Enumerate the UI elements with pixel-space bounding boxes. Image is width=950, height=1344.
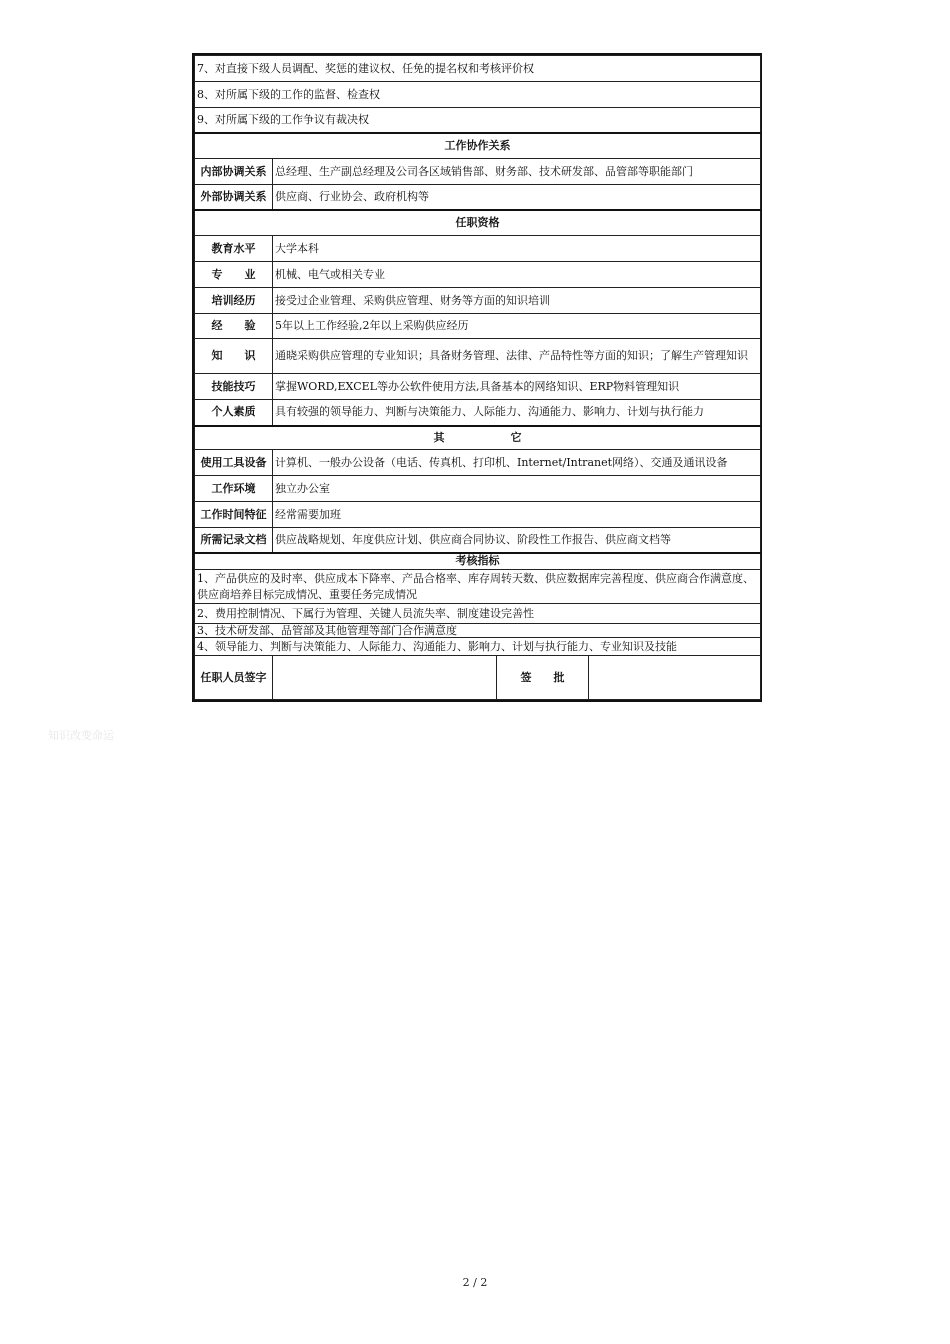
assessment-item: 4、领导能力、判断与决策能力、人际能力、沟通能力、影响力、计划与执行能力、专业知识及技能 [195, 638, 761, 656]
qualification-row [195, 236, 761, 262]
field-label: 技能技巧 [195, 374, 273, 400]
assessment-item: 3、技术研发部、品管部及其他管理等部门合作满意度 [195, 624, 761, 638]
field-value: 总经理、生产副总经理及公司各区域销售部、财务部、技术研发部、品管部等职能部门 [273, 159, 761, 185]
field-value: 具有较强的领导能力、判断与决策能力、人际能力、沟通能力、影响力、计划与执行能力 [273, 400, 761, 426]
field-label: 使用工具设备 [195, 450, 273, 476]
field-value: 大学本科 [273, 236, 761, 262]
field-label: 教育水平 [195, 236, 273, 262]
qualification-row [195, 374, 761, 400]
qualification-row [195, 288, 761, 314]
field-value: 供应战略规划、年度供应计划、供应商合同协议、阶段性工作报告、供应商文档等 [273, 528, 761, 553]
other-row [195, 476, 761, 502]
authority-row [195, 56, 761, 82]
field-label: 经 验 [195, 314, 273, 339]
signature-row [195, 656, 761, 700]
authority-row [195, 82, 761, 108]
field-value: 供应商、行业协会、政府机构等 [273, 185, 761, 210]
section-title-assessment: 考核指标 [195, 553, 761, 570]
employee-signature-field[interactable] [273, 656, 497, 700]
section-header-row [195, 553, 761, 570]
qualification-row [195, 400, 761, 426]
qualification-row [195, 314, 761, 339]
qualification-row [195, 262, 761, 288]
approval-label: 签 批 [497, 656, 589, 700]
section-title-qualifications: 任职资格 [195, 210, 761, 236]
assessment-item: 1、产品供应的及时率、供应成本下降率、产品合格率、库存周转天数、供应数据库完善程度、供应商合作满意度、供应商培养目标完成情况、重要任务完成情况 [195, 570, 761, 604]
watermark-text: 知识改变命运 [48, 729, 114, 742]
assessment-row [195, 570, 761, 604]
other-row [195, 502, 761, 528]
section-header-row [195, 133, 761, 159]
other-row [195, 450, 761, 476]
job-description-table [194, 55, 761, 700]
assessment-row [195, 604, 761, 624]
section-header-row [195, 210, 761, 236]
field-value: 经常需要加班 [273, 502, 761, 528]
field-label: 工作环境 [195, 476, 273, 502]
cooperation-row [195, 159, 761, 185]
field-label: 外部协调关系 [195, 185, 273, 210]
assessment-row [195, 624, 761, 638]
field-label: 工作时间特征 [195, 502, 273, 528]
field-value: 通晓采购供应管理的专业知识；具备财务管理、法律、产品特性等方面的知识；了解生产管理知识 [273, 339, 761, 374]
field-label: 个人素质 [195, 400, 273, 426]
authority-item: 8、对所属下级的工作的监督、检查权 [195, 82, 761, 108]
job-description-sheet [192, 53, 762, 702]
assessment-item: 2、费用控制情况、下属行为管理、关键人员流失率、制度建设完善性 [195, 604, 761, 624]
field-label: 内部协调关系 [195, 159, 273, 185]
authority-row [195, 108, 761, 133]
field-value: 独立办公室 [273, 476, 761, 502]
field-label: 专 业 [195, 262, 273, 288]
section-title-cooperation: 工作协作关系 [195, 133, 761, 159]
section-title-other: 其 它 [195, 426, 761, 450]
assessment-row [195, 638, 761, 656]
field-label: 知 识 [195, 339, 273, 374]
authority-item: 7、对直接下级人员调配、奖惩的建议权、任免的提名权和考核评价权 [195, 56, 761, 82]
authority-item: 9、对所属下级的工作争议有裁决权 [195, 108, 761, 133]
cooperation-row [195, 185, 761, 210]
field-value: 掌握WORD,EXCEL等办公软件使用方法,具备基本的网络知识、ERP物料管理知识 [273, 374, 761, 400]
approval-signature-field[interactable] [589, 656, 761, 700]
page-number: 2 / 2 [462, 1276, 488, 1289]
qualification-row [195, 339, 761, 374]
employee-signature-label: 任职人员签字 [195, 656, 273, 700]
field-value: 5年以上工作经验,2年以上采购供应经历 [273, 314, 761, 339]
field-label: 所需记录文档 [195, 528, 273, 553]
field-value: 计算机、一般办公设备（电话、传真机、打印机、Internet/Intranet网络）、交通及通讯设备 [273, 450, 761, 476]
field-value: 机械、电气或相关专业 [273, 262, 761, 288]
section-header-row [195, 426, 761, 450]
field-label: 培训经历 [195, 288, 273, 314]
field-value: 接受过企业管理、采购供应管理、财务等方面的知识培训 [273, 288, 761, 314]
other-row [195, 528, 761, 553]
